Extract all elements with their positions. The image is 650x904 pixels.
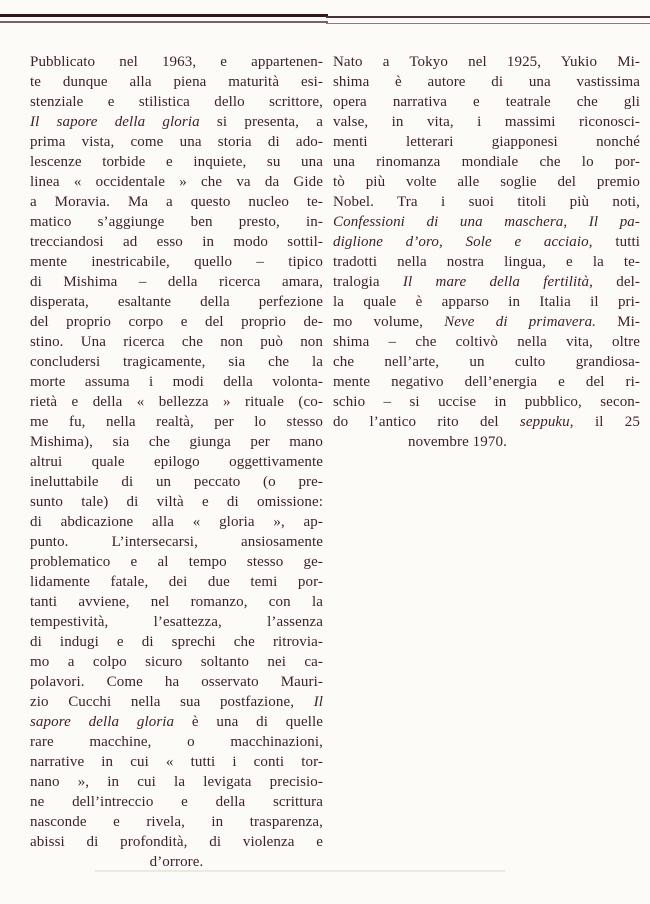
text-segment: Mishima), sia che giunga per mano [30,434,323,450]
text-line [333,172,640,192]
text-line [30,652,323,672]
text-line [333,352,640,372]
text-line [333,252,640,272]
text-line [30,512,323,532]
text-segment: me fu, nella realtà, per lo stesso [30,414,323,430]
text-segment: shima – che coltivò nella vita, oltre [333,334,640,350]
text-line [30,92,323,112]
text-segment: tradotti nella nostra lingua, e la te- [333,254,640,270]
italic-text-segment: Neve di primavera. [444,314,597,330]
text-segment: opera narrativa e teatrale che gli [333,94,640,110]
text-line [30,472,323,492]
text-line [30,852,323,872]
text-line [30,132,323,152]
text-segment: rare macchine, o macchinazioni, [30,734,323,750]
text-line [30,252,323,272]
text-segment: una rinomanza mondiale che lo por- [333,154,640,170]
text-segment: , del- [589,274,640,290]
text-line [333,152,640,172]
text-segment: , [563,214,589,230]
text-segment: che nell’arte, un culto grandiosa- [333,354,640,370]
text-line [333,272,640,292]
text-segment: mo volume, [333,314,445,330]
text-line [333,192,640,212]
text-line [30,172,323,192]
text-line [30,552,323,572]
text-segment: di indugi e di sprechi che ritrovia- [30,634,323,650]
text-segment: altrui quale epilogo oggettivamente [30,454,323,470]
text-segment: tempestività, l’esattezza, l’assenza [30,614,323,630]
text-line [30,752,323,772]
text-segment: valse, in vita, i massimi riconosci- [333,114,640,130]
text-line [30,832,323,852]
italic-text-segment: Il sapore della gloria [30,114,200,130]
text-segment: abissi di profondità, di violenza e [30,834,323,850]
text-segment: concludersi tragicamente, sia che la [30,354,323,370]
text-segment: disperata, esaltante della perfezione [30,294,323,310]
text-line [30,352,323,372]
text-line [30,432,323,452]
text-line [30,192,323,212]
text-line [30,452,323,472]
text-segment: morte assuma i modi della volonta- [30,374,323,390]
text-segment: , il 25 [569,414,640,430]
text-line [333,132,640,152]
text-segment: lidamente fatale, dei due temi por- [30,574,323,590]
text-line [30,412,323,432]
left-column-text [30,52,323,872]
text-segment: del proprio corpo e del proprio de- [30,314,323,330]
text-segment: prima vista, come una storia di ado- [30,134,323,150]
text-line [333,232,640,252]
text-segment: Pubblicato nel 1963, e appartenen- [30,54,323,70]
text-segment: di Mishima – della ricerca amara, [30,274,323,290]
text-segment: stino. Una ricerca che non può non [30,334,323,350]
text-segment: linea « occidentale » che va da Gide [30,174,323,190]
text-segment: nano », in cui la levigata precisio- [30,774,323,790]
text-line [30,52,323,72]
text-segment: do l’antico rito del [333,414,520,430]
text-line [30,592,323,612]
text-line [30,692,323,712]
text-segment: shima è autore di una vastissima [333,74,640,90]
text-line [30,612,323,632]
text-line [333,412,640,432]
text-segment: te dunque alla piena maturità esi- [30,74,323,90]
text-segment: mo a colpo sicuro soltanto nei ca- [30,654,323,670]
text-line [333,72,640,92]
text-line [30,112,323,132]
text-segment: sunto tale) di viltà e di omissione: [30,494,323,510]
italic-text-segment: seppuku [519,414,570,430]
top-rule-light-right [326,23,650,25]
text-line [333,432,640,452]
italic-text-segment: Il mare della fertilità [402,274,590,290]
text-segment: si presenta, a [199,114,323,130]
text-line [30,312,323,332]
right-column-text [333,52,640,452]
text-line [333,372,640,392]
text-segment: mente inestricabile, quello – tipico [30,254,323,270]
text-segment: di abdicazione alla « gloria », ap- [30,514,323,530]
text-line [30,212,323,232]
text-line [333,292,640,312]
text-line [30,292,323,312]
text-segment: , [438,234,466,250]
text-segment: stenziale e stilistica dello scrittore, [30,94,323,110]
text-line [30,672,323,692]
text-segment: punto. L’intersecarsi, ansiosamente [30,534,323,550]
text-segment: matico s’aggiunge ben presto, in- [30,214,323,230]
text-segment: Nobel. Tra i suoi titoli più noti, [333,194,640,210]
italic-text-segment: Il pa- [588,214,640,230]
text-segment: polavori. Come ha osservato Mauri- [30,674,323,690]
scan-artifact-line [95,870,505,872]
text-line [30,792,323,812]
text-segment: la quale è apparso in Italia il pri- [333,294,640,310]
text-segment: tanti avviene, nel romanzo, con la [30,594,323,610]
text-segment: , tutti [588,234,640,250]
text-line [333,212,640,232]
text-line [30,712,323,732]
text-segment: ineluttabile di un peccato (o pre- [30,474,323,490]
text-segment: narrative in cui « tutti i conti tor- [30,754,323,770]
text-segment: nasconde e rivela, in trasparenza, [30,814,323,830]
italic-text-segment: Sole e acciaio [465,234,589,250]
text-segment: ne dell’intreccio e della scrittura [30,794,323,810]
text-line [30,572,323,592]
text-segment: d’orrore. [149,854,204,870]
text-segment: è una di quelle [174,714,323,730]
text-segment: trecciandosi ad esso in modo sottil- [30,234,323,250]
text-line [30,392,323,412]
italic-text-segment: diglione d’oro [333,234,439,250]
text-line [30,732,323,752]
text-line [30,152,323,172]
text-segment: menti letterari giapponesi nonché [333,134,640,150]
italic-text-segment: sapore della gloria [30,714,175,730]
text-line [30,232,323,252]
text-segment: tò più volte alle soglie del premio [333,174,640,190]
text-line [333,52,640,72]
text-line [30,372,323,392]
text-line [30,72,323,92]
italic-text-segment: Il [313,694,323,710]
text-line [30,812,323,832]
text-segment: Nato a Tokyo nel 1925, Yukio Mi- [333,54,640,70]
top-rule-dark-left [0,14,328,17]
text-segment: a Moravia. Ma a questo nucleo te- [30,194,323,210]
text-line [333,112,640,132]
text-line [30,772,323,792]
text-segment: novembre 1970. [408,434,507,450]
text-line [30,532,323,552]
text-segment: Mi- [596,314,640,330]
text-line [333,92,640,112]
text-line [333,312,640,332]
text-segment: lescenze torbide e inquiete, su una [30,154,323,170]
text-segment: zio Cucchi nella sua postfazione, [30,694,314,710]
text-segment: mente negativo dell’energia e del ri- [333,374,640,390]
text-segment: rietà e della « bellezza » rituale (co- [30,394,323,410]
top-rule-dark-right [326,16,650,18]
text-line [333,392,640,412]
text-line [30,492,323,512]
text-line [30,632,323,652]
text-line [30,272,323,292]
text-segment: tralogia [333,274,403,290]
top-rule-light-left [0,21,328,23]
text-line [333,332,640,352]
text-segment: problematico e al tempo stesso ge- [30,554,323,570]
text-line [30,332,323,352]
italic-text-segment: Confessioni di una maschera [333,214,564,230]
text-segment: schio – si uccise in pubblico, secon- [333,394,640,410]
